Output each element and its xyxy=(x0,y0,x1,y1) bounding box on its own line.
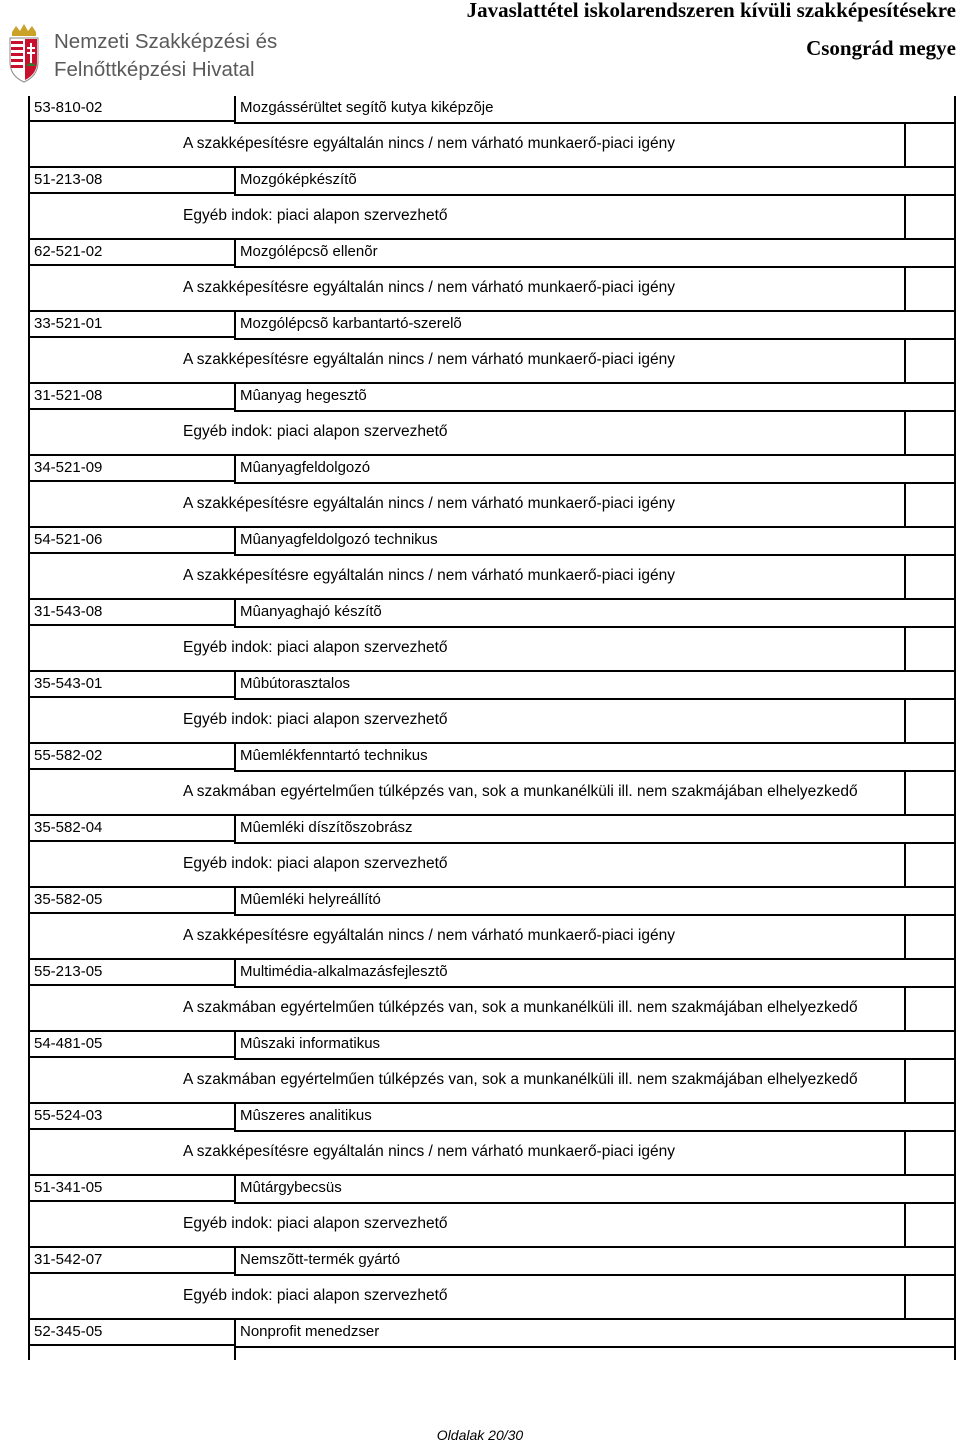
qualification-name: Mûanyag hegesztõ xyxy=(240,387,367,404)
status-cell xyxy=(28,628,904,672)
qualification-code: 35-582-05 xyxy=(34,891,103,908)
name-cell xyxy=(234,96,956,124)
qualification-code: 51-341-05 xyxy=(34,1179,103,1196)
status-cell xyxy=(28,988,904,1032)
table-row xyxy=(28,888,958,960)
name-cell xyxy=(234,1104,956,1132)
table-row xyxy=(28,96,958,168)
page-number: Oldalak 20/30 xyxy=(436,1427,524,1443)
status-text: A szakképesítésre egyáltalán nincs / nem várható munkaerő-piaci igény xyxy=(183,495,675,512)
qualification-name: Mûemlékfenntartó technikus xyxy=(240,747,428,764)
qualification-code: 53-810-02 xyxy=(34,99,103,116)
status-cell xyxy=(28,700,904,744)
qualification-code: 31-543-08 xyxy=(34,603,103,620)
status-side-cell xyxy=(904,268,956,312)
qualification-code: 52-345-05 xyxy=(34,1323,103,1340)
status-cell xyxy=(28,340,904,384)
name-cell xyxy=(234,528,956,556)
table-row xyxy=(28,672,958,744)
qualification-name: Mûszeres analitikus xyxy=(240,1107,372,1124)
qualification-name: Mûemléki díszítõszobrász xyxy=(240,819,413,836)
table-end-left xyxy=(28,1346,30,1360)
qualification-name: Mûemléki helyreállító xyxy=(240,891,381,908)
status-cell xyxy=(28,1204,904,1248)
qualification-name: Mûszaki informatikus xyxy=(240,1035,381,1052)
table-row xyxy=(28,1320,958,1348)
qualification-code: 54-521-06 xyxy=(34,531,103,548)
qualification-table xyxy=(28,96,958,1348)
hungarian-crest-icon xyxy=(4,22,44,84)
status-cell xyxy=(28,196,904,240)
table-row xyxy=(28,528,958,600)
status-side-cell xyxy=(904,124,956,168)
status-side-cell xyxy=(904,700,956,744)
qualification-code: 55-582-02 xyxy=(34,747,103,764)
name-cell xyxy=(234,816,956,844)
table-row xyxy=(28,384,958,456)
code-cell xyxy=(28,960,234,986)
nszfh-logo xyxy=(4,22,304,84)
status-text: Egyéb indok: piaci alapon szervezhető xyxy=(183,639,448,656)
table-end-right xyxy=(954,1346,956,1360)
org-name-line2: Felnőttképzési Hivatal xyxy=(54,58,255,81)
table-left-border xyxy=(28,96,30,1346)
qualification-name: Mûanyagfeldolgozó technikus xyxy=(240,531,438,548)
status-text: A szakmában egyértelműen túlképzés van, sok a munkanélküli ill. nem szakmájában elhelyezkedő xyxy=(183,1071,858,1088)
qualification-code: 55-524-03 xyxy=(34,1107,103,1124)
code-cell xyxy=(28,312,234,338)
name-cell xyxy=(234,240,956,268)
status-side-cell xyxy=(904,484,956,528)
status-side-cell xyxy=(904,1060,956,1104)
table-row xyxy=(28,240,958,312)
code-cell xyxy=(28,600,234,626)
code-cell xyxy=(28,240,234,266)
name-cell xyxy=(234,672,956,700)
status-text: A szakképesítésre egyáltalán nincs / nem várható munkaerő-piaci igény xyxy=(183,567,675,584)
status-text: A szakképesítésre egyáltalán nincs / nem várható munkaerő-piaci igény xyxy=(183,351,675,368)
qualification-code: 33-521-01 xyxy=(34,315,103,332)
status-side-cell xyxy=(904,556,956,600)
code-cell xyxy=(28,1320,234,1346)
qualification-name: Mûbútorasztalos xyxy=(240,675,351,692)
status-side-cell xyxy=(904,916,956,960)
status-text: Egyéb indok: piaci alapon szervezhető xyxy=(183,1215,448,1232)
qualification-name: Mozgássérültet segítõ kutya kiképzõje xyxy=(240,99,494,116)
status-text: Egyéb indok: piaci alapon szervezhető xyxy=(183,855,448,872)
code-cell xyxy=(28,744,234,770)
qualification-code: 54-481-05 xyxy=(34,1035,103,1052)
code-cell xyxy=(28,888,234,914)
name-cell xyxy=(234,960,956,988)
status-side-cell xyxy=(904,988,956,1032)
table-row xyxy=(28,600,958,672)
status-text: Egyéb indok: piaci alapon szervezhető xyxy=(183,207,448,224)
status-cell xyxy=(28,1132,904,1176)
table-row xyxy=(28,456,958,528)
qualification-code: 31-542-07 xyxy=(34,1251,103,1268)
org-name-line1: Nemzeti Szakképzési és xyxy=(54,30,278,53)
status-text: A szakképesítésre egyáltalán nincs / nem várható munkaerő-piaci igény xyxy=(183,927,675,944)
qualification-name: Mozgólépcsõ karbantartó-szerelõ xyxy=(240,315,462,332)
name-cell xyxy=(234,456,956,484)
code-cell xyxy=(28,456,234,482)
qualification-code: 31-521-08 xyxy=(34,387,103,404)
qualification-name: Mûanyaghajó készítõ xyxy=(240,603,382,620)
status-cell xyxy=(28,1276,904,1320)
qualification-name: Mûanyagfeldolgozó xyxy=(240,459,371,476)
page-header xyxy=(0,0,960,88)
qualification-code: 35-582-04 xyxy=(34,819,103,836)
status-side-cell xyxy=(904,412,956,456)
status-cell xyxy=(28,484,904,528)
code-cell xyxy=(28,168,234,194)
name-cell xyxy=(234,1320,956,1348)
status-cell xyxy=(28,124,904,168)
status-text: A szakmában egyértelműen túlképzés van, sok a munkanélküli ill. nem szakmájában elhelyezkedő xyxy=(183,783,858,800)
table-row xyxy=(28,312,958,384)
status-text: A szakmában egyértelműen túlképzés van, sok a munkanélküli ill. nem szakmájában elhelyezkedő xyxy=(183,999,858,1016)
status-text: Egyéb indok: piaci alapon szervezhető xyxy=(183,423,448,440)
status-cell xyxy=(28,412,904,456)
name-cell xyxy=(234,744,956,772)
region-title: Csongrád megye xyxy=(806,36,956,60)
qualification-code: 35-543-01 xyxy=(34,675,103,692)
status-text: A szakképesítésre egyáltalán nincs / nem várható munkaerő-piaci igény xyxy=(183,279,675,296)
status-side-cell xyxy=(904,628,956,672)
status-side-cell xyxy=(904,196,956,240)
name-cell xyxy=(234,600,956,628)
code-cell xyxy=(28,96,234,122)
code-cell xyxy=(28,528,234,554)
table-row xyxy=(28,960,958,1032)
table-row xyxy=(28,744,958,816)
name-cell xyxy=(234,1032,956,1060)
table-row xyxy=(28,1032,958,1104)
code-cell xyxy=(28,1104,234,1130)
qualification-name: Mûtárgybecsüs xyxy=(240,1179,342,1196)
qualification-name: Mozgólépcsõ ellenõr xyxy=(240,243,378,260)
status-text: Egyéb indok: piaci alapon szervezhető xyxy=(183,711,448,728)
status-cell xyxy=(28,844,904,888)
status-side-cell xyxy=(904,844,956,888)
qualification-name: Nemszõtt-termék gyártó xyxy=(240,1251,401,1268)
status-cell xyxy=(28,916,904,960)
code-cell xyxy=(28,1032,234,1058)
name-cell xyxy=(234,1248,956,1276)
status-cell xyxy=(28,556,904,600)
status-side-cell xyxy=(904,1132,956,1176)
code-cell xyxy=(28,384,234,410)
code-cell xyxy=(28,672,234,698)
table-end-mid xyxy=(234,1346,236,1360)
qualification-name: Multimédia-alkalmazásfejlesztõ xyxy=(240,963,448,980)
name-cell xyxy=(234,1176,956,1204)
code-cell xyxy=(28,1176,234,1202)
page-footer xyxy=(0,1427,960,1443)
table-row xyxy=(28,168,958,240)
name-cell xyxy=(234,312,956,340)
qualification-code: 51-213-08 xyxy=(34,171,103,188)
status-text: Egyéb indok: piaci alapon szervezhető xyxy=(183,1287,448,1304)
table-row xyxy=(28,1176,958,1248)
status-side-cell xyxy=(904,1276,956,1320)
name-cell xyxy=(234,888,956,916)
status-cell xyxy=(28,1060,904,1104)
status-cell xyxy=(28,268,904,312)
name-cell xyxy=(234,384,956,412)
status-text: A szakképesítésre egyáltalán nincs / nem várható munkaerő-piaci igény xyxy=(183,135,675,152)
table-row xyxy=(28,1248,958,1320)
status-text: A szakképesítésre egyáltalán nincs / nem várható munkaerő-piaci igény xyxy=(183,1143,675,1160)
status-side-cell xyxy=(904,340,956,384)
document-title: Javaslattétel iskolarendszeren kívüli szakképesítésekre xyxy=(466,0,956,22)
name-cell xyxy=(234,168,956,196)
status-side-cell xyxy=(904,1204,956,1248)
table-row xyxy=(28,1104,958,1176)
qualification-code: 34-521-09 xyxy=(34,459,103,476)
code-cell xyxy=(28,1248,234,1274)
qualification-code: 62-521-02 xyxy=(34,243,103,260)
table-row xyxy=(28,816,958,888)
qualification-code: 55-213-05 xyxy=(34,963,103,980)
code-cell xyxy=(28,816,234,842)
qualification-name: Nonprofit menedzser xyxy=(240,1323,380,1340)
status-cell xyxy=(28,772,904,816)
status-side-cell xyxy=(904,772,956,816)
qualification-name: Mozgóképkészítõ xyxy=(240,171,357,188)
